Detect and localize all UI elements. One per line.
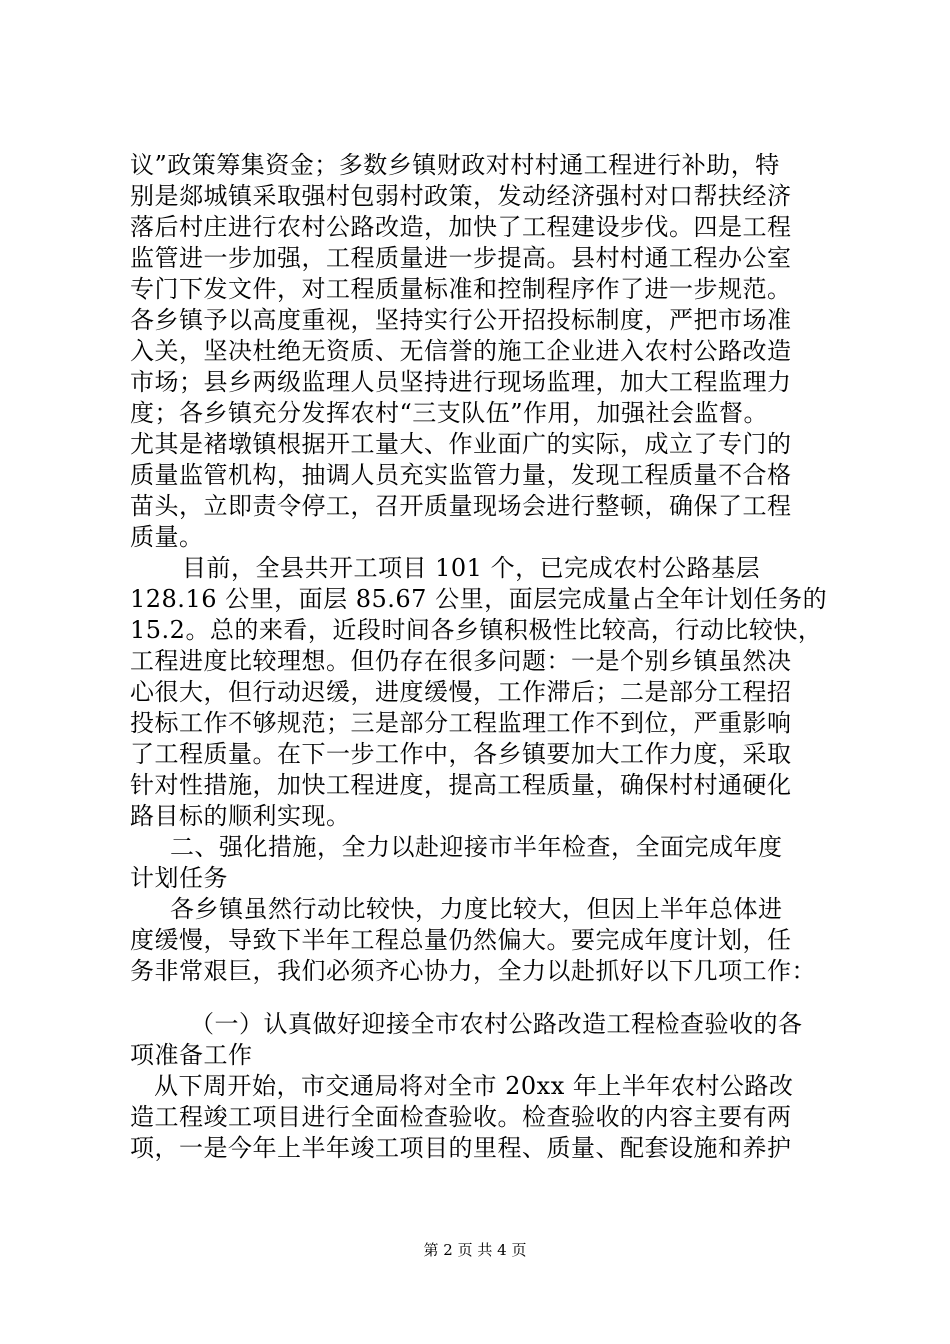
text-line: 落后村庄进行农村公路改造，加快了工程建设步伐。四是工程 (130, 213, 792, 241)
text-line: 尤其是褚墩镇根据开工量大、作业面广的实际，成立了专门的 (130, 430, 792, 458)
section-heading-two (130, 832, 830, 894)
text-line: 度缓慢，导致下半年工程总量仍然偏大。要完成年度计划，任 (130, 926, 792, 954)
text-line: 质量。 (130, 523, 204, 551)
text-line: 度；各乡镇充分发挥农村“三支队伍”作用，加强社会监督。 (130, 399, 769, 427)
text-line: 项，一是今年上半年竣工项目的里程、质量、配套设施和养护 (130, 1134, 792, 1162)
text-line: 造工程竣工项目进行全面检查验收。检查验收的内容主要有两 (130, 1103, 792, 1131)
text-line: 入关，坚决杜绝无资质、无信誉的施工企业进入农村公路改造 (130, 337, 792, 365)
text-line: 投标工作不够规范；三是部分工程监理工作不到位，严重影响 (130, 709, 792, 737)
text-line: 工程进度比较理想。但仍存在很多问题：一是个别乡镇虽然决 (130, 647, 792, 675)
text-line: 心很大，但行动迟缓，进度缓慢，工作滞后；二是部分工程招 (130, 678, 792, 706)
subsection-heading-one (130, 1009, 830, 1071)
text-line: 各乡镇予以高度重视，坚持实行公开招投标制度，严把市场准 (130, 306, 792, 334)
text-line: 别是郯城镇采取强村包弱村政策，发动经济强村对口帮扶经济 (130, 182, 792, 210)
document-body (130, 150, 830, 1164)
page-number-footer: 第 2 页 共 4 页 (423, 1241, 527, 1259)
paragraph-inspection (130, 1071, 830, 1164)
text-line: 15.2。总的来看，近段时间各乡镇积极性比较高，行动比较快， (130, 616, 823, 644)
text-line: 128.16 公里，面层 85.67 公里，面层完成量占全年计划任务的 (130, 585, 828, 613)
paragraph-task-overview (130, 894, 830, 987)
text-line: 市场；县乡两级监理人员坚持进行现场监理，加大工程监理力 (130, 368, 792, 396)
text-line: 针对性措施，加快工程进度，提高工程质量，确保村村通硬化 (130, 771, 792, 799)
text-line: 监管进一步加强，工程质量进一步提高。县村村通工程办公室 (130, 244, 792, 272)
text-line: 苗头，立即责令停工，召开质量现场会进行整顿，确保了工程 (130, 492, 792, 520)
text-line: 了工程质量。在下一步工作中，各乡镇要加大工作力度，采取 (130, 740, 792, 768)
text-line: 从下周开始，市交通局将对全市 20xx 年上半年农村公路改 (154, 1072, 794, 1100)
text-line: 质量监管机构，抽调人员充实监管力量，发现工程质量不合格 (130, 461, 792, 489)
text-line: 务非常艰巨，我们必须齐心协力，全力以赴抓好以下几项工作： (130, 957, 816, 985)
text-line: 目前，全县共开工项目 101 个，已完成农村公路基层 (182, 554, 761, 582)
text-line: 专门下发文件，对工程质量标准和控制程序作了进一步规范。 (130, 275, 792, 303)
paragraph-current-progress (130, 553, 830, 832)
text-line: 项准备工作 (130, 1041, 253, 1069)
paragraph-spacer (130, 987, 830, 1009)
text-line: 路目标的顺利实现。 (130, 802, 351, 830)
text-line: 二、强化措施，全力以赴迎接市半年检查，全面完成年度 (170, 833, 783, 861)
text-line: 各乡镇虽然行动比较快，力度比较大，但因上半年总体进 (170, 895, 783, 923)
text-line: 议”政策筹集资金；多数乡镇财政对村村通工程进行补助，特 (130, 151, 780, 179)
text-line: （一）认真做好迎接全市农村公路改造工程检查验收的各 (190, 1010, 803, 1038)
paragraph-construction-supervision (130, 150, 830, 553)
text-line: 计划任务 (130, 864, 228, 892)
